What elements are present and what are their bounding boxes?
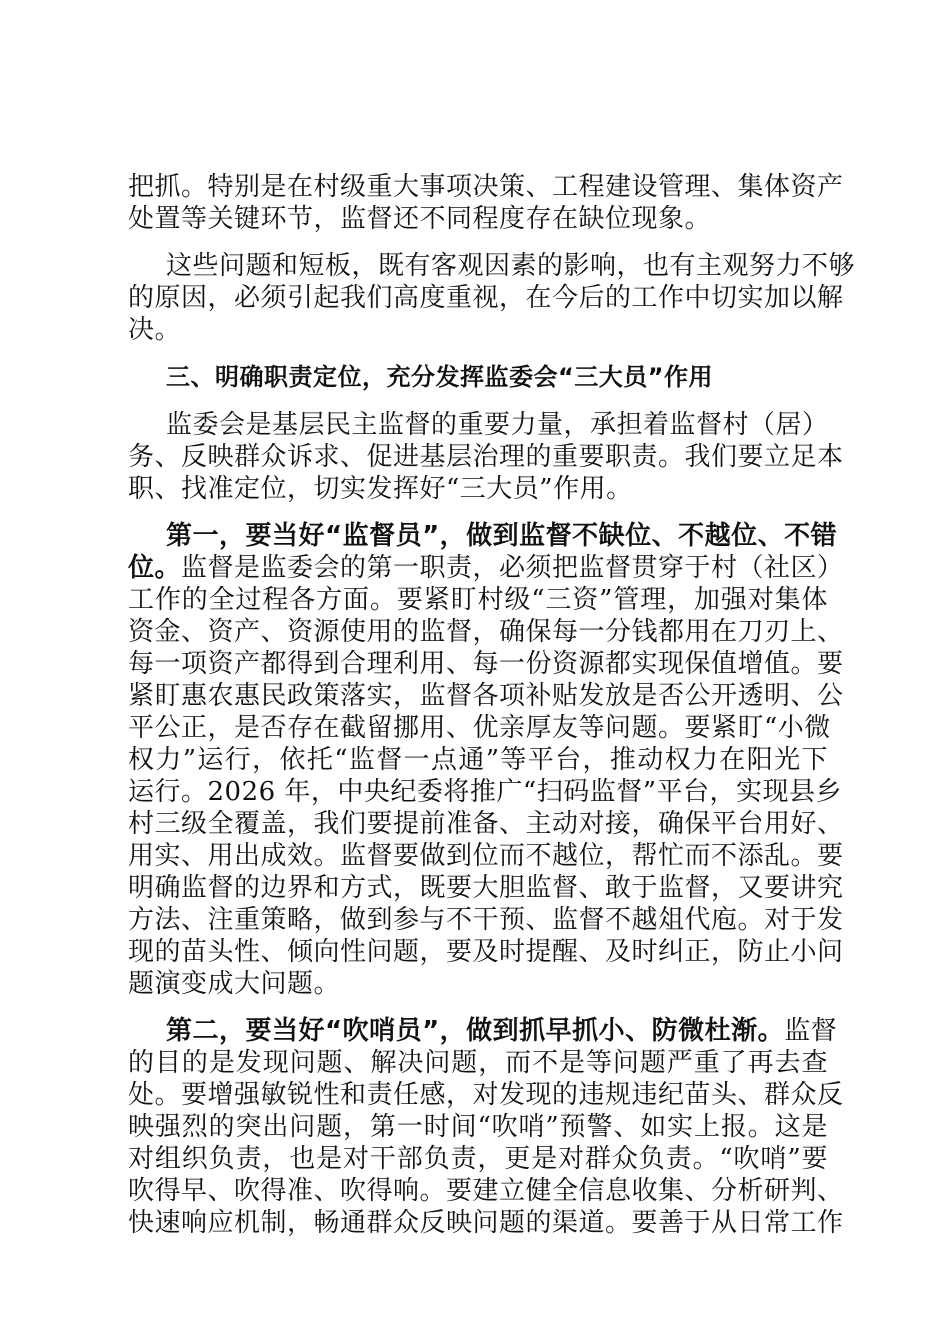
body-text-line: 职、找准定位，切实发挥好“三大员”作用。 bbox=[128, 474, 633, 504]
body-text-line: 运行。2026 年，中央纪委将推广“扫码监督”平台，实现县乡 bbox=[128, 777, 843, 807]
subheading-line: 第一，要当好“监督员”，做到监督不缺位、不越位、不错 bbox=[166, 521, 838, 551]
body-text-line: 的目的是发现问题、解决问题，而不是等问题严重了再去查 bbox=[128, 1048, 828, 1078]
body-text-line: 紧盯惠农惠民政策落实，监督各项补贴发放是否公开透明、公 bbox=[128, 681, 844, 711]
body-text-line: 务、反映群众诉求、促进基层治理的重要职责。我们要立足本 bbox=[128, 442, 844, 472]
subheading-tail: 位。 bbox=[128, 553, 182, 583]
body-text-line: 吹得早、吹得准、吹得响。要建立健全信息收集、分析研判、 bbox=[128, 1176, 844, 1206]
body-text-line: 明确监督的边界和方式，既要大胆监督、敢于监督，又要讲究 bbox=[128, 873, 844, 903]
body-text-line: 平公正，是否存在截留挪用、优亲厚友等问题。要紧盯“小微 bbox=[128, 713, 831, 743]
body-text-line: 工作的全过程各方面。要紧盯村级“三资”管理，加强对集体 bbox=[128, 585, 828, 615]
body-text-span: 监督是监委会的第一职责，必须把监督贯穿于村（社区） bbox=[181, 553, 844, 583]
body-text-line: 监委会是基层民主监督的重要力量，承担着监督村（居） bbox=[166, 410, 829, 440]
body-text-line: 方法、注重策略，做到参与不干预、监督不越俎代庖。对于发 bbox=[128, 905, 844, 935]
body-text-line: 处置等关键环节，监督还不同程度存在缺位现象。 bbox=[128, 204, 712, 234]
body-text-line: 对组织负责，也是对干部负责，更是对群众负责。“吹哨”要 bbox=[128, 1144, 828, 1174]
subheading-span: 第二，要当好“吹哨员”，做到抓早抓小、防微杜渐。 bbox=[166, 1016, 785, 1046]
body-text-line: 资金、资产、资源使用的监督，确保每一分钱都用在刀刃上、 bbox=[128, 617, 844, 647]
body-text-line: 决。 bbox=[128, 315, 182, 345]
body-text-line: 快速响应机制，畅通群众反映问题的渠道。要善于从日常工作 bbox=[128, 1208, 844, 1238]
body-text-line: 的原因，必须引起我们高度重视，在今后的工作中切实加以解 bbox=[128, 283, 844, 313]
body-text-line: 村三级全覆盖，我们要提前准备、主动对接，确保平台用好、 bbox=[128, 809, 844, 839]
body-text-line: 现的苗头性、倾向性问题，要及时提醒、及时纠正，防止小问 bbox=[128, 937, 844, 967]
body-text-line: 每一项资产都得到合理利用、每一份资源都实现保值增值。要 bbox=[128, 649, 844, 679]
body-text-span: 监督 bbox=[784, 1016, 838, 1046]
body-text-line: 这些问题和短板，既有客观因素的影响，也有主观努力不够 bbox=[166, 251, 856, 281]
body-text-line: 权力”运行，依托“监督一点通”等平台，推动权力在阳光下 bbox=[128, 745, 828, 775]
body-text-line: 用实、用出成效。监督要做到位而不越位，帮忙而不添乱。要 bbox=[128, 841, 844, 871]
body-text-line: 把抓。特别是在村级重大事项决策、工程建设管理、集体资产 bbox=[128, 172, 844, 202]
body-text-line: 题演变成大问题。 bbox=[128, 969, 341, 999]
section-heading: 三、明确职责定位，充分发挥监委会“三大员”作用 bbox=[166, 363, 714, 391]
body-text-line: 映强烈的突出问题，第一时间“吹哨”预警、如实上报。这是 bbox=[128, 1112, 828, 1142]
body-text-line: 处。要增强敏锐性和责任感，对发现的违规违纪苗头、群众反 bbox=[128, 1080, 844, 1110]
